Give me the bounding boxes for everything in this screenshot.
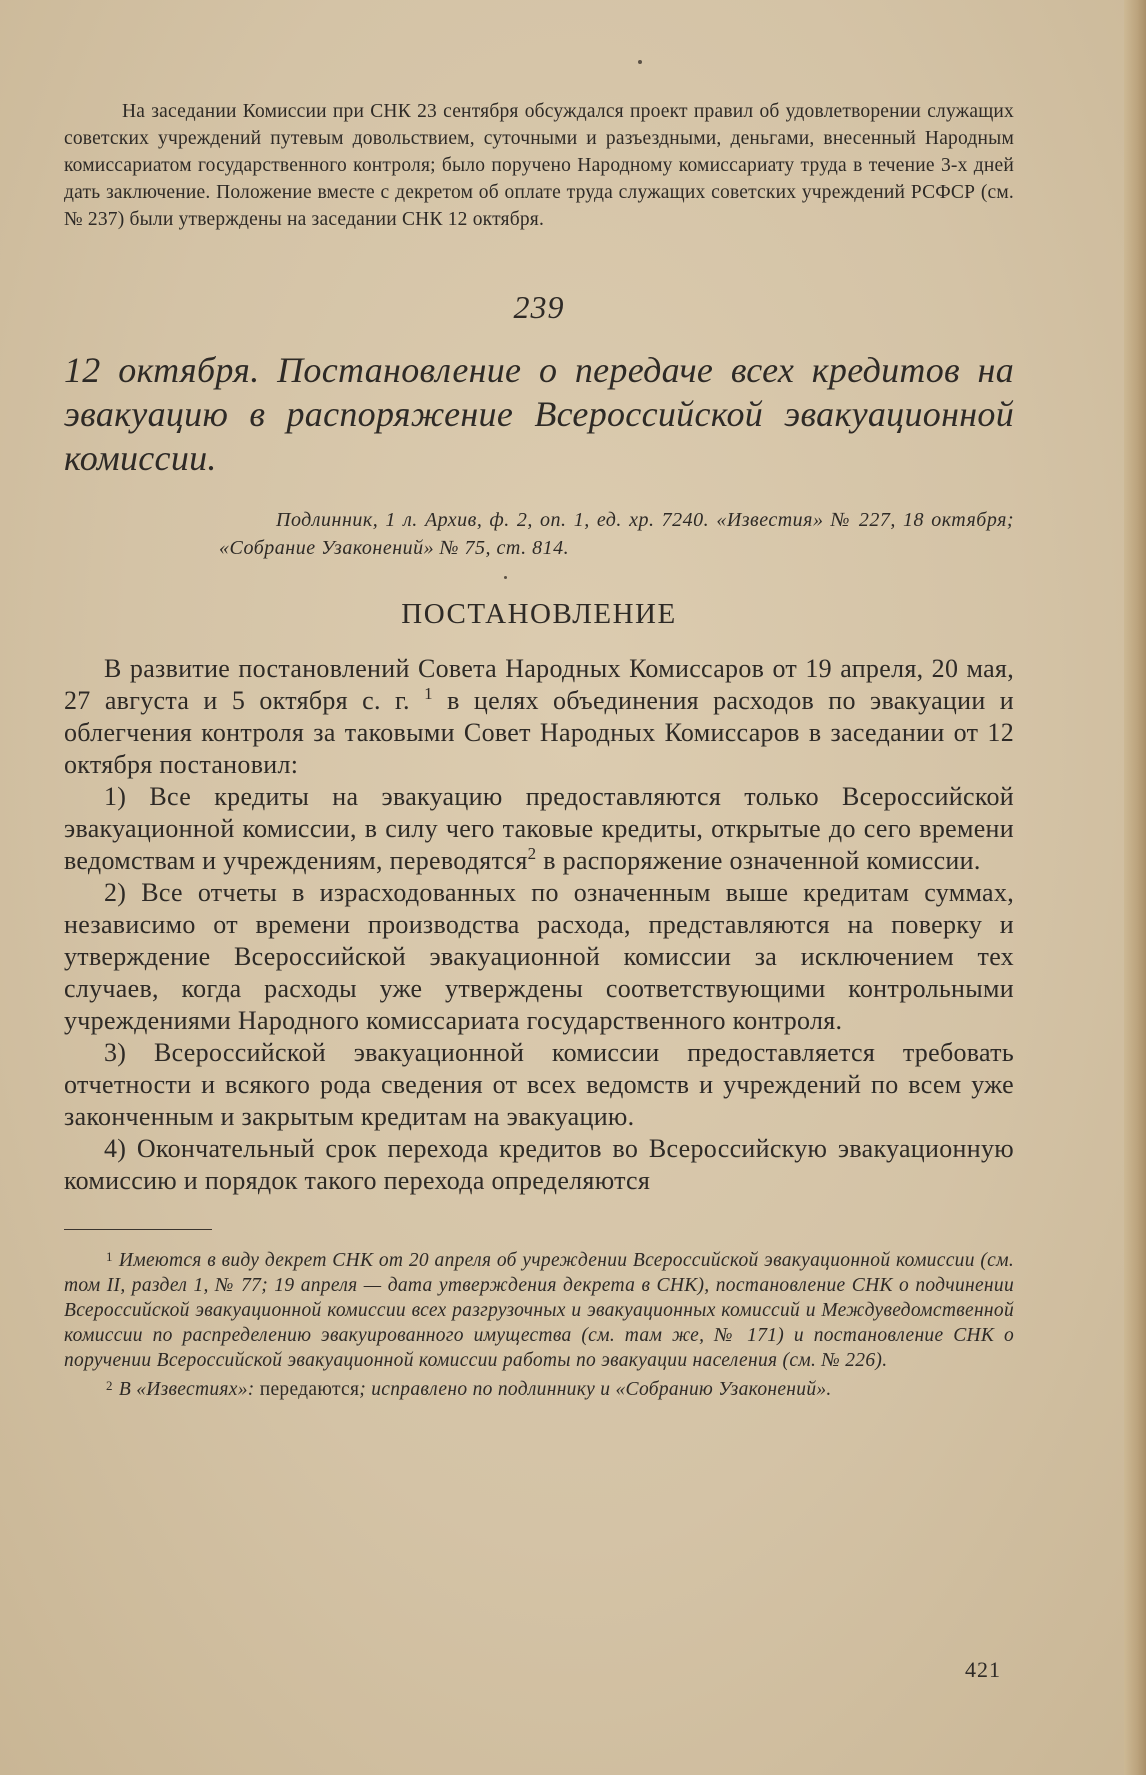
- decree-preamble: [64, 653, 1014, 781]
- preamble-text-cont: в целях объединения расходов по эвакуации и облегчения контроля за таковыми Совет Народных Комиссаров в заседании от 12 октября постановил:: [64, 686, 1015, 779]
- footnote-ref-2: 2: [527, 844, 537, 863]
- source-archive: Подлинник, 1 л. Архив, ф. 2, оп. 1, ед. хр. 7240.: [276, 509, 710, 531]
- decree-item-2: 2) Все отчеты в израсходованных по означенным выше кредитам суммах, независимо от времени производства расхода, представляются на поверку и утверждение Всероссийской эвакуационной комиссии за исключением тех случаев, когда расходы уже утверждены соответствующими контрольными учреждениями Народного комиссариата государственного контроля.: [64, 878, 1014, 1035]
- source-publications: «Известия» № 227, 18 октября; «Собрание Узаконений» № 75, ст. 814.: [219, 509, 1015, 559]
- page-number: 421: [965, 1657, 1001, 1682]
- item-1-text: 1) Все кредиты на эвакуацию предоставляются только Всероссийской эвакуационной комиссии, в силу чего таковые кредиты, открытые до сего времени ведомствам и учреждениям, переводятся: [64, 782, 1014, 875]
- item-1-text-cont: в распоряжение означенной комиссии.: [536, 846, 981, 875]
- document-title: 12 октября. Постановление о передаче всех кредитов на эвакуацию в распоряжение Всероссийской эвакуационной комиссии.: [64, 350, 1014, 478]
- footnote-divider: [64, 1229, 212, 1230]
- footnote-1-mark: 1: [106, 1249, 113, 1264]
- page-edge: [1124, 0, 1146, 1775]
- footnote-2-correction: ; исправлено по подлиннику и «Собранию Узаконений».: [359, 1379, 832, 1400]
- footnote-1: [64, 1244, 1014, 1373]
- preamble-text: В развитие постановлений Совета Народных Комиссаров от 19 апреля, 20 мая, 27 августа и 5 октября с. г.: [64, 654, 1014, 715]
- page-content: [64, 98, 1014, 1402]
- decree-item-3: 3) Всероссийской эвакуационной комиссии предоставляется требовать отчетности и всякого рода сведения от всех ведомств и учреждений по всем уже законченным и закрытым кредитам на эвакуацию.: [64, 1038, 1014, 1131]
- footnote-1-text: Имеются в виду декрет СНК от 20 апреля об учреждении Всероссийской эвакуационной комиссии (см. том II, раздел 1, № 77; 19 апреля — дата утверждения декрета в СНК), постановление СНК о подчинении Всероссийской эвакуационной комиссии всех разгрузочных и эвакуационных комиссий и Междуведомственной комиссии по распределению эвакуированного имущества (см. там же, № 171) и постановление СНК о поручении Всероссийской эвакуационной комиссии работы по эвакуации населения (см. № 226).: [64, 1250, 1014, 1371]
- intro-paragraph: На заседании Комиссии при СНК 23 сентября обсуждался проект правил об удовлетворении служащих советских учреждений путевым довольствием, суточными и разъездными, деньгами, внесенный Народным комиссариатом государственного контроля; было поручено Народному комиссариату труда в течение 3-х дней дать заключение. Положение вместе с декретом об оплате труда служащих советских учреждений РСФСР (см. № 237) были утверждены на заседании СНК 12 октября.: [64, 101, 1014, 230]
- decree-item-1: [64, 781, 1014, 877]
- source-reference: [64, 506, 1014, 562]
- print-speck: [638, 60, 642, 64]
- document-number: 239: [513, 289, 565, 325]
- footnote-2-mark: 2: [106, 1378, 113, 1393]
- footnote-2-source: В «Известиях»:: [118, 1379, 260, 1400]
- decree-body: [64, 653, 1014, 1197]
- decree-heading: ПОСТАНОВЛЕНИЕ: [401, 598, 677, 630]
- footnote-2: [64, 1373, 1014, 1402]
- footnote-2-quoted-word: передаются: [259, 1379, 360, 1400]
- footnote-ref-1: 1: [424, 684, 433, 703]
- decree-item-4: 4) Окончательный срок перехода кредитов во Всероссийскую эвакуационную комиссию и порядок такого перехода определяются: [64, 1134, 1014, 1195]
